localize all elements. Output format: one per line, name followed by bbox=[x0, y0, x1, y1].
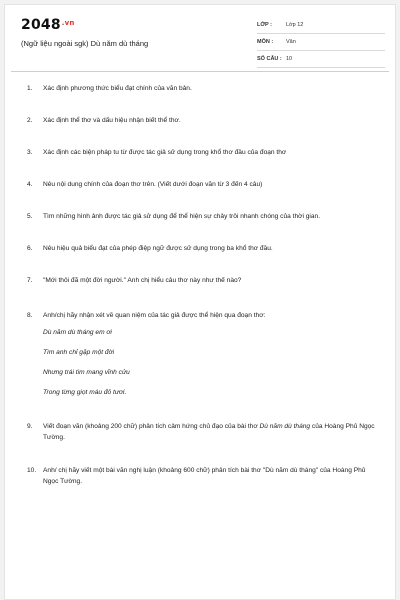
meta-key: MÔN : bbox=[257, 39, 274, 45]
question-3 bbox=[27, 147, 379, 158]
poem-verse: Tìm anh chỉ gặp một đời bbox=[43, 349, 115, 356]
question-number: 4. bbox=[27, 181, 33, 188]
question-5 bbox=[27, 211, 379, 222]
question-9 bbox=[27, 421, 379, 443]
question-text: Nêu hiệu quả biểu đạt của phép điệp ngữ được sử dụng trong ba khổ thơ đầu. bbox=[43, 245, 273, 252]
poem-verse: Dù năm dù tháng em ơi bbox=[43, 329, 112, 336]
question-10 bbox=[27, 465, 379, 487]
question-text: Xác định phương thức biểu đạt chính của văn bản. bbox=[43, 85, 192, 92]
question-7 bbox=[27, 275, 379, 286]
header-divider bbox=[11, 71, 389, 72]
question-text: Xác định thể thơ và dấu hiệu nhận biết thể thơ. bbox=[43, 117, 181, 124]
question-text: Tìm những hình ảnh được tác giả sử dụng để thể hiện sự chảy trôi nhanh chóng của thời gian. bbox=[43, 213, 321, 220]
question-text: Nêu nội dung chính của đoạn thơ trên. (Viết dưới đoạn văn từ 3 đến 4 câu) bbox=[43, 181, 263, 188]
question-text bbox=[43, 421, 379, 443]
question-number: 1. bbox=[27, 85, 33, 92]
logo-text: 2048 bbox=[21, 17, 61, 33]
meta-value: Văn bbox=[286, 39, 296, 45]
poem-verse: Nhưng trái tim mang vĩnh cửu bbox=[43, 369, 130, 376]
question-text: Xác định các biện pháp tu từ được tác giả sử dụng trong khổ thơ đầu của đoạn thơ bbox=[43, 149, 287, 156]
document-page bbox=[4, 4, 396, 600]
question-text: "Mới thôi đã một đời người." Anh chị hiểu câu thơ này như thế nào? bbox=[43, 277, 242, 284]
meta-key: LỚP : bbox=[257, 22, 272, 28]
question-number: 2. bbox=[27, 117, 33, 124]
question-text-part: của Hoàng Phủ Ngọc Tường. bbox=[43, 423, 375, 441]
question-8 bbox=[27, 310, 379, 321]
document-title: (Ngữ liệu ngoài sgk) Dù năm dù tháng bbox=[21, 39, 149, 48]
site-logo[interactable] bbox=[21, 17, 75, 33]
question-text: Anh/ chị hãy viết một bài văn nghị luận (khoảng 600 chữ) phân tích bài thơ "Dù năm dù tháng" của Hoàng Phủ Ngọc Tường. bbox=[43, 467, 366, 485]
meta-row-question-count bbox=[257, 51, 385, 68]
question-number: 10. bbox=[27, 467, 37, 474]
meta-row-class bbox=[257, 17, 385, 34]
meta-value: 10 bbox=[286, 56, 293, 62]
question-number: 9. bbox=[27, 423, 33, 430]
meta-value: Lớp 12 bbox=[286, 22, 304, 28]
question-4 bbox=[27, 179, 379, 190]
question-2 bbox=[27, 115, 379, 126]
question-6 bbox=[27, 243, 379, 254]
question-number: 7. bbox=[27, 277, 33, 284]
poem-verse: Trong từng giọt máu đỏ tươi. bbox=[43, 389, 127, 396]
question-number: 6. bbox=[27, 245, 33, 252]
question-text-part: Viết đoạn văn (khoảng 200 chữ) phân tích cảm hứng chủ đạo của bài thơ bbox=[43, 423, 260, 430]
meta-key: SỐ CÂU : bbox=[257, 56, 282, 62]
question-number: 5. bbox=[27, 213, 33, 220]
meta-table bbox=[257, 17, 385, 68]
poem-title-italic: Dù năm dù tháng bbox=[259, 423, 311, 430]
question-number: 3. bbox=[27, 149, 33, 156]
question-1 bbox=[27, 83, 379, 94]
question-number: 8. bbox=[27, 312, 33, 319]
meta-row-subject bbox=[257, 34, 385, 51]
logo-tld: .vn bbox=[61, 19, 75, 27]
question-text: Anh/chị hãy nhận xét về quan niệm của tác giả được thể hiện qua đoạn thơ: bbox=[43, 312, 266, 319]
